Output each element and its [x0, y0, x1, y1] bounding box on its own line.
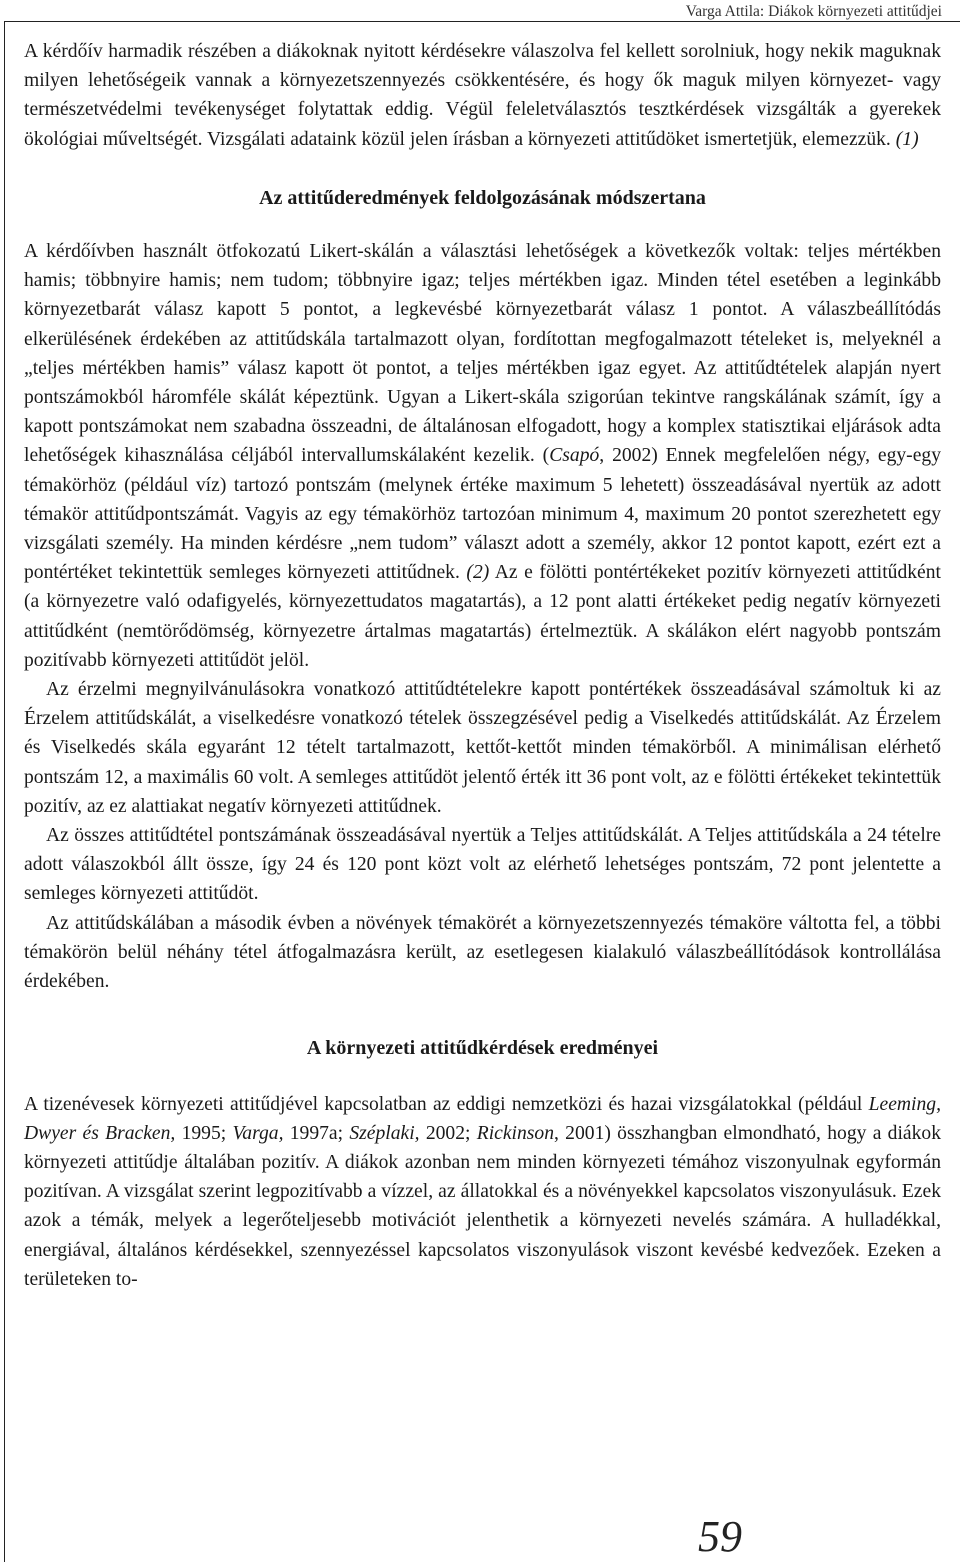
running-header: Varga Attila: Diákok környezeti attitűdjei [685, 3, 942, 20]
results-text-d: 2002; [419, 1122, 477, 1144]
intro-paragraph [24, 37, 941, 154]
methodology-paragraph-4: Az attitűdskálában a második évben a növények témakörét a környezetszennyezés témaköre váltotta fel, a többi témakörön belül néhány tétel átfogalmazásra került, az esetlegesen kialakuló válaszbeállítódások kontrollálása érdekében. [24, 912, 941, 993]
section-heading-methodology: Az attitűderedmények feldolgozásának módszertana [259, 186, 706, 209]
results-text-e: , 2001) összhangban elmondható, hogy a diákok környezeti attitűdje általában pozitív. A diákok azonban nem minden környezeti témához viszonyulnak egyformán pozitívan. A vizsgálat szerint legpozitívabb a vízzel, az állatokkal és a növényekkel kapcsolatos viszonyulásuk. Ezek azok a témák, melyek a legerőteljesebb motivációt jelenthetik a környezeti nevelés számára. A hulladékkal, energiával, általános kérdésekkel, szennyezéssel kapcsolatos viszonyulások viszont kevésbé kedvezőek. Ezeken a területeken to- [24, 1122, 941, 1290]
methodology-text-b: , 2002) Ennek megfelelően négy, egy-egy témakörhöz (például víz) tartozó pontszám (melynek értéke maximum 5 lehetett) összeadásával nyertük az adott témakör attitűdpontszámát. Vagyis az egy témakörhöz tartozóan minimum 4, maximum 20 pontot szerezhetett egy vizsgálati személy. Ha minden kérdésre „nem tudom” választ adott a személy, akkor 12 pontot kapott, ezért ezt a pontértéket tekintettük semleges környezeti attitűdnek. [24, 445, 941, 584]
results-paragraph-1 [24, 1090, 941, 1294]
citation-varga: Varga, [232, 1122, 284, 1144]
methodology-text-a: A kérdőívben használt ötfokozatú Likert-skálán a választási lehetőségek a következők voltak: teljes mértékben hamis; többnyire hamis; nem tudom; többnyire igaz; teljes mértékben igaz. Minden tétel esetében a leginkább környezetbarát válasz kapott 5 pontot, a legkevésbé környezetbarát válasz 1 pontot. A válaszbeállítódás elkerülésének érdekében az attitűdskála tartalmazott olyan, fordítottan megfogalmazott tételeket is, melyeknél a „teljes mértékben hamis” válasz kapott öt pontot, a teljes mértékben igaz egyet. Az attitűdtételek alapján nyert pontszámokból háromféle skálát képeztünk. Ugyan a Likert-skála szigorúan tekintve rangskálának számít, így a kapott pontszámokat nem szabadna összeadni, de általánosan elfogadott, hogy a komplex statisztikai eljárások adta lehetőségek kihasználása céljából intervallumskálaként kezelik. ( [24, 241, 941, 467]
citation-rickinson: Rickinson [476, 1122, 554, 1144]
methodology-paragraph-3: Az összes attitűdtétel pontszámának összeadásával nyertük a Teljes attitűdskálát. A Teljes attitűdskála a 24 tételre adott válaszokból állt össze, így 24 és 120 pont közt volt az elérhető lehetséges pontszám, 72 pont jelentette a semleges környezeti attitűdöt. [24, 825, 941, 905]
results-text-a: A tizenévesek környezeti attitűdjével kapcsolatban az eddigi nemzetközi és hazai vizsgálatokkal (például [24, 1093, 869, 1115]
methodology-text-c: Az e fölötti pontértékeket pozitív környezeti attitűdként (a környezetre való odafigyelés, környezettudatos magatartás), a 12 pont alatti értékeket pedig negatív környezeti attitűdként (nemtörődömség, környezetre ártalmas magatartás) értelmeztük. A skálákon elért nagyobb pontszám pozitívabb környezeti attitűdöt jelöl. [24, 562, 941, 671]
footnote-ref-2: (2) [466, 562, 490, 584]
section-heading-results: A környezeti attitűdkérdések eredményei [306, 1037, 659, 1060]
citation-szeplaki: Széplaki, [349, 1122, 420, 1144]
citation-leeming: Leeming, Dwyer és Bracken, [24, 1093, 941, 1144]
article-body [24, 37, 941, 1294]
results-text-b: 1995; [175, 1122, 233, 1144]
footnote-ref-1: (1) [895, 128, 919, 150]
methodology-paragraph-2: Az érzelmi megnyilvánulásokra vonatkozó attitűdtételekre kapott pontértékek összeadásával számoltuk ki az Érzelem attitűdskálát, a viselkedésre vonatkozó tételek összegzésével pedig a Viselkedés attitűdskálát. Az Érzelem és Viselkedés skála egyaránt 12 tételt tartalmazott, kettőt-kettőt minden témakörből. A minimálisan elérhető pontszám 12, a maximális 60 volt. A semleges attitűdöt jelentő érték itt 36 pont volt, az e fölötti értékeket tekintettük pozitív, az ez alattiakat negatív környezeti attitűdnek. [24, 679, 941, 817]
citation-author: Csapó [549, 445, 600, 467]
intro-text: A kérdőív harmadik részében a diákoknak nyitott kérdésekre válaszolva fel kellett sorolniuk, hogy nekik maguknak milyen lehetőségeik vannak a környezetszennyezés csökkentésére, és hogy ők maguk milyen környezet- vagy természetvédelmi tevékenységet folytattak eddig. Végül feleletválasztós tesztkérdések vizsgálták a gyerekek ökológiai műveltségét. Vizsgálati adataink közül jelen írásban a környezeti attitűdöket ismertetjük, elemezzük. [24, 41, 941, 150]
results-text-c: 1997a; [283, 1122, 350, 1144]
page-number: 59 [698, 1512, 742, 1561]
methodology-paragraph-1 [24, 237, 941, 675]
